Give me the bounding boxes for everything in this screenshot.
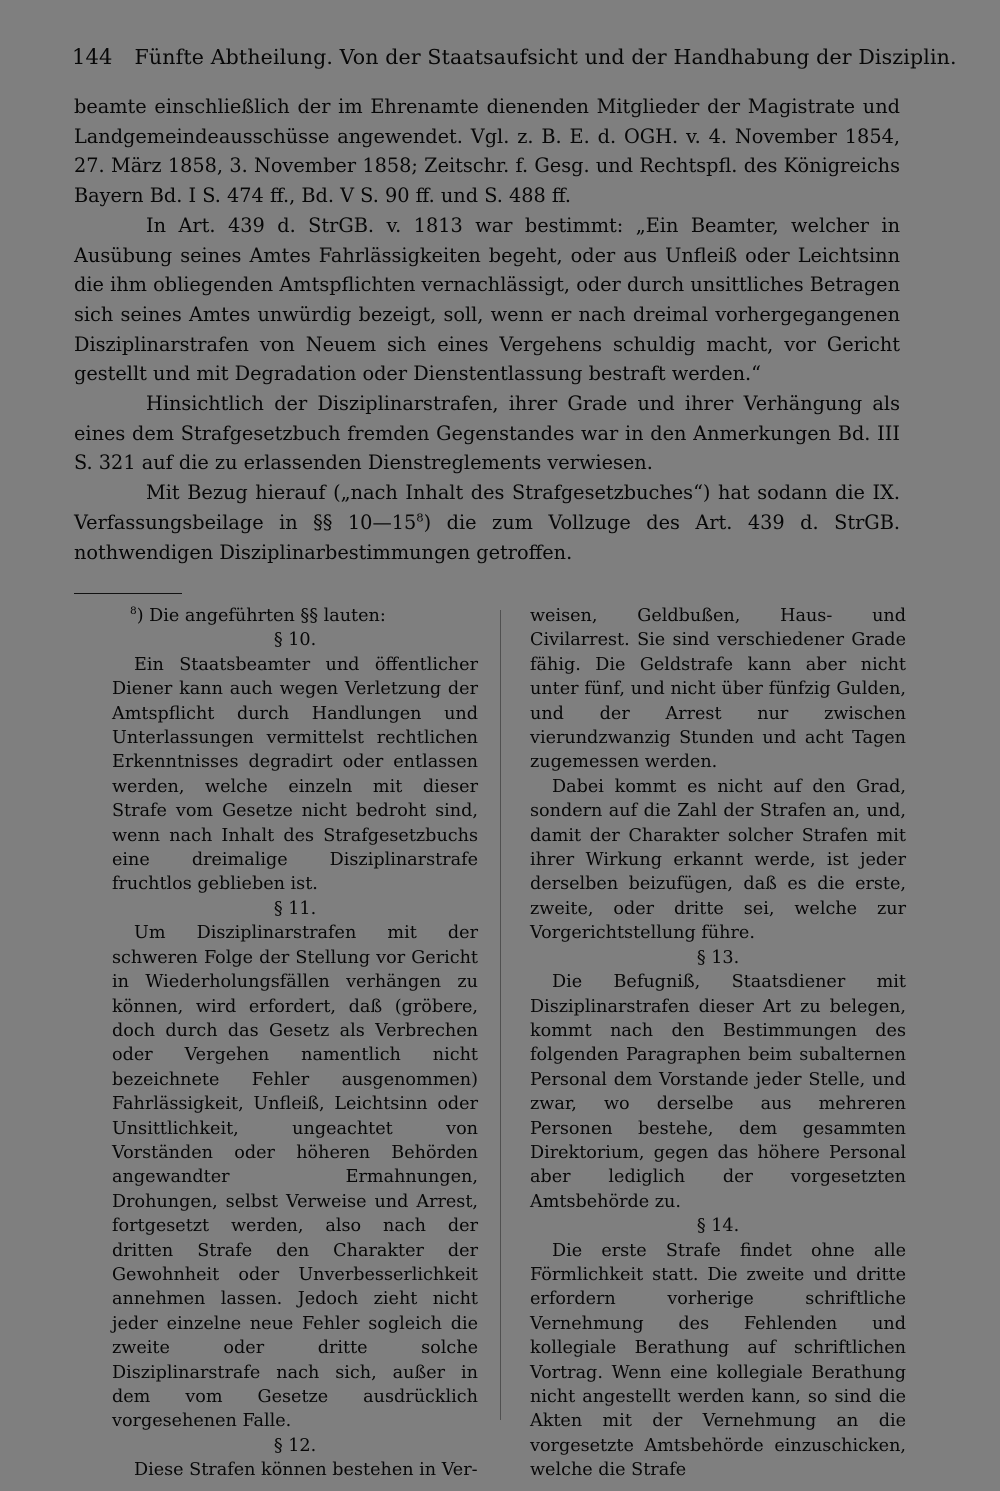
section-text: Die erste Strafe findet ohne alle Förmlichkeit statt. Die zweite und dritte erfordern vorherige schriftliche Vernehmung des Fehlenden und kollegiale Berathung auf schriftlichen Vortrag. Wenn eine kollegiale Berathung nicht angestellt werden kann, so sind die Akten mit der Vernehmung an die vorgesetzte Amtsbehörde einzuschicken, welche die Strafe bbox=[530, 1240, 906, 1481]
section-text: Ein Staatsbeamter und öffentlicher Diener kann auch wegen Verletzung der Amtspflicht durch Handlungen und Unterlassungen vermittelst rechtlichen Erkenntnisses degradirt oder entlassen werden, welche einzeln mit dieser Strafe vom Gesetze nicht bedroht sind, wenn nach Inhalt des Strafgesetzbuchs eine dreimalige Disziplinarstrafe fruchtlos geblieben ist. bbox=[112, 654, 478, 895]
section-text: Um Disziplinarstrafen mit der schweren Folge der Stellung vor Gericht in Wiederholungsfällen verhängen zu können, wird erfordert, daß (gröbere, doch durch das Gesetz als Verbrechen oder Vergehen namentlich nicht bezeichnete Fehler ausgenommen) Fahrlässigkeit, Unfleiß, Leichtsinn oder Unsittlichkeit, ungeachtet von Vorständen oder höheren Behörden angewandter Ermahnungen, Drohungen, selbst Verweise und Arrest, fortgesetzt werden, also nach der dritten Strafe den Charakter der Gewohnheit oder Unverbesserlichkeit annehmen lassen. Jedoch zieht nicht jeder einzelne neue Fehler sogleich die zweite oder dritte solche Disziplinarstrafe nach sich, außer in dem vom Gesetze ausdrücklich vorgesehenen Falle. bbox=[112, 923, 478, 1432]
main-paragraph bbox=[74, 478, 900, 567]
page-number: 144 bbox=[72, 45, 113, 69]
section-text: Diese Strafen können bestehen in Ver- bbox=[134, 1460, 478, 1481]
section-heading: § 10. bbox=[273, 630, 317, 651]
footnote-separator bbox=[74, 593, 182, 594]
section-heading: § 14. bbox=[696, 1216, 740, 1237]
main-paragraph: In Art. 439 d. StrGB. v. 1813 war bestimmt: „Ein Beamter, welcher in Ausübung seines Amtes Fahrlässigkeiten begeht, oder aus Unfleiß oder Leichtsinn die ihm obliegenden Amtspflichten vernachlässigt, oder durch unsittliches Betragen sich seines Amtes unwürdig bezeigt, soll, wenn er nach dreimal vorhergegangenen Disziplinarstrafen von Neuem sich eines Vergehens schuldig macht, vor Gericht gestellt und mit Degradation oder Dienstentlassung bestraft werden.“ bbox=[74, 213, 900, 386]
section-heading: § 12. bbox=[273, 1435, 317, 1456]
section-text: Dabei kommt es nicht auf den Grad, sondern auf die Zahl der Strafen an, und, damit der Charakter solcher Strafen mit ihrer Wirkung erkannt werde, ist jeder derselben beizufügen, daß es die erste, zweite, oder dritte sei, welche zur Vorgerichtstellung führe. bbox=[530, 776, 906, 944]
footnote-reference: 8 bbox=[416, 510, 424, 525]
section-heading: § 13. bbox=[696, 947, 740, 968]
main-paragraph-part: ) die zum Vollzuge des Art. 439 d. StrGB. nothwendigen Disziplinarbestimmungen getroffen. bbox=[74, 510, 900, 564]
page-header bbox=[72, 38, 957, 76]
section-text: weisen, Geldbußen, Haus- und Civilarrest. Sie sind verschiedener Grade fähig. Die Geldstrafe kann aber nicht unter fünf, und nicht über fünfzig Gulden, und der Arrest nur zwischen vierundzwanzig Stunden und acht Tagen zugemessen werden. bbox=[530, 606, 906, 773]
running-title: Fünfte Abtheilung. Von der Staatsaufsicht und der Handhabung der Disziplin. bbox=[134, 45, 957, 69]
column-divider bbox=[500, 610, 501, 1420]
section-text: Die Befugniß, Staatsdiener mit Disziplinarstrafen dieser Art zu belegen, kommt nach den Bestimmungen des folgenden Paragraphen beim subalternen Personal dem Vorstande jeder Stelle, und zwar, wo derselbe aus mehreren Personen bestehe, dem gesammten Direktorium, gegen das höhere Personal aber lediglich der vorgesetzten Amtsbehörde zu. bbox=[530, 972, 906, 1212]
main-paragraph-part: Mit Bezug hierauf („nach Inhalt des Strafgesetzbuches“) hat sodann die IX. Verfassungsbeilage in §§ 10—15 bbox=[74, 481, 900, 534]
main-paragraph: beamte einschließlich der im Ehrenamte dienenden Mitglieder der Magistrate und Landgemeindeausschüsse angewendet. Vgl. z. B. E. d. OGH. v. 4. November 1854, 27. März 1858, 3. November 1858; Zeitschr. f. Gesg. und Rechtspfl. des Königreichs Bayern Bd. I S. 474 ff., Bd. V S. 90 ff. und S. 488 ff. bbox=[74, 95, 900, 208]
footnote-left-column bbox=[112, 604, 478, 1483]
main-text bbox=[74, 92, 900, 567]
footnote-intro-text: ) Die angeführten §§ lauten: bbox=[136, 606, 386, 626]
footnote-right-column bbox=[530, 604, 906, 1483]
section-heading: § 11. bbox=[273, 898, 317, 919]
footnote-marker: 8 bbox=[130, 605, 137, 618]
footnote-intro bbox=[112, 604, 478, 628]
main-paragraph: Hinsichtlich der Disziplinarstrafen, ihrer Grade und ihrer Verhängung als eines dem Strafgesetzbuch fremden Gegenstandes war in den Anmerkungen Bd. III S. 321 auf die zu erlassenden Dienstreglements verwiesen. bbox=[74, 392, 900, 475]
